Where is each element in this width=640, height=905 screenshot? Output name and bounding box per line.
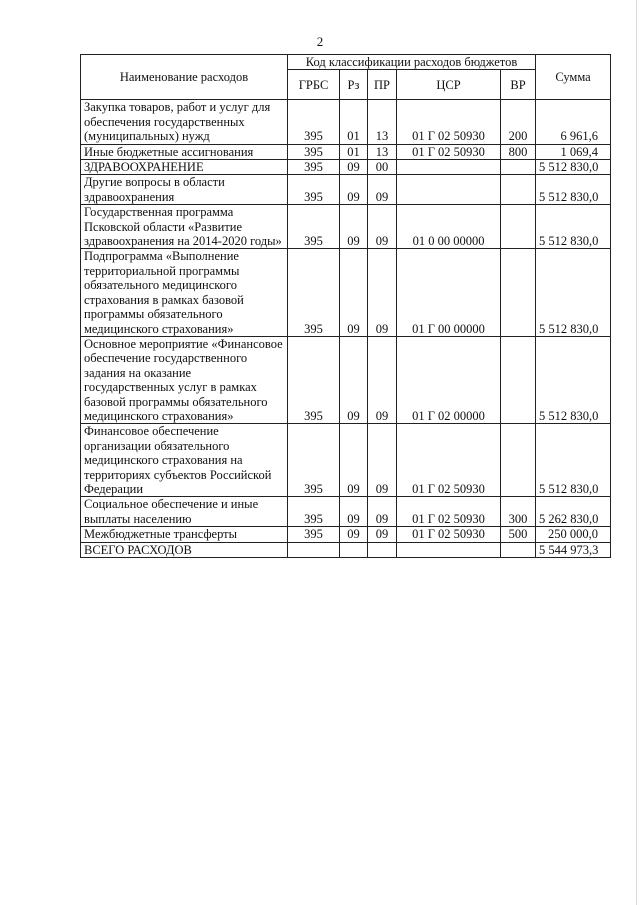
row-name: Государственная программа Псковской области «Развитие здравоохранения на 2014-2020 годы»	[81, 205, 288, 249]
row-sum: 6 961,6	[536, 100, 611, 144]
total-sum: 5 544 973,3	[536, 542, 611, 557]
row-vr: 300	[501, 497, 536, 527]
row-name: Основное мероприятие «Финансовое обеспечение государственного задания на оказание государственных услуг в рамках базовой программы обязательного медицинского страхования»	[81, 336, 288, 423]
row-csr: 01 Г 02 50930	[397, 424, 501, 497]
row-rz: 01	[340, 144, 368, 159]
row-vr	[501, 175, 536, 205]
row-grbs: 395	[288, 100, 340, 144]
row-grbs: 395	[288, 497, 340, 527]
header-name: Наименование расходов	[81, 55, 288, 100]
row-vr: 800	[501, 144, 536, 159]
table-row	[81, 144, 611, 159]
row-sum: 5 512 830,0	[536, 160, 611, 175]
row-csr: 01 Г 00 00000	[397, 249, 501, 336]
total-empty-cell	[288, 542, 340, 557]
row-name: ЗДРАВООХРАНЕНИЕ	[81, 160, 288, 175]
row-pr: 09	[368, 527, 397, 542]
row-rz: 09	[340, 160, 368, 175]
row-vr: 200	[501, 100, 536, 144]
row-rz: 09	[340, 175, 368, 205]
row-rz: 09	[340, 497, 368, 527]
row-csr	[397, 160, 501, 175]
row-csr: 01 0 00 00000	[397, 205, 501, 249]
row-grbs: 395	[288, 144, 340, 159]
row-sum: 1 069,4	[536, 144, 611, 159]
row-grbs: 395	[288, 249, 340, 336]
row-csr: 01 Г 02 50930	[397, 100, 501, 144]
total-empty-cell	[340, 542, 368, 557]
total-row	[81, 542, 611, 557]
row-name: Иные бюджетные ассигнования	[81, 144, 288, 159]
row-pr: 09	[368, 336, 397, 423]
row-rz: 01	[340, 100, 368, 144]
table-row	[81, 205, 611, 249]
row-vr	[501, 205, 536, 249]
row-rz: 09	[340, 527, 368, 542]
row-pr: 09	[368, 249, 397, 336]
row-vr	[501, 249, 536, 336]
row-sum: 250 000,0	[536, 527, 611, 542]
row-sum: 5 512 830,0	[536, 205, 611, 249]
table-row	[81, 527, 611, 542]
row-vr: 500	[501, 527, 536, 542]
row-name: Социальное обеспечение и иные выплаты населению	[81, 497, 288, 527]
row-vr	[501, 424, 536, 497]
row-sum: 5 512 830,0	[536, 249, 611, 336]
table-row	[81, 424, 611, 497]
expenses-table	[80, 54, 611, 558]
row-rz: 09	[340, 249, 368, 336]
row-pr: 09	[368, 497, 397, 527]
row-name: Подпрограмма «Выполнение территориальной программы обязательного медицинского страхования в рамках базовой программы обязательного медицинского страхования»	[81, 249, 288, 336]
row-sum: 5 262 830,0	[536, 497, 611, 527]
row-pr: 09	[368, 424, 397, 497]
total-empty-cell	[368, 542, 397, 557]
table-row	[81, 160, 611, 175]
total-label: ВСЕГО РАСХОДОВ	[81, 542, 288, 557]
header-csr: ЦСР	[397, 70, 501, 100]
row-csr: 01 Г 02 00000	[397, 336, 501, 423]
row-csr: 01 Г 02 50930	[397, 527, 501, 542]
row-vr	[501, 160, 536, 175]
total-empty-cell	[397, 542, 501, 557]
row-vr	[501, 336, 536, 423]
row-csr: 01 Г 02 50930	[397, 144, 501, 159]
page-edge-line	[636, 0, 637, 905]
row-name: Другие вопросы в области здравоохранения	[81, 175, 288, 205]
row-grbs: 395	[288, 336, 340, 423]
header-code-group: Код классификации расходов бюджетов	[288, 55, 536, 70]
row-grbs: 395	[288, 175, 340, 205]
table-row	[81, 497, 611, 527]
row-name: Закупка товаров, работ и услуг для обеспечения государственных (муниципальных) нужд	[81, 100, 288, 144]
row-grbs: 395	[288, 527, 340, 542]
row-name: Межбюджетные трансферты	[81, 527, 288, 542]
row-name: Финансовое обеспечение организации обязательного медицинского страхования на территориях субъектов Российской Федерации	[81, 424, 288, 497]
table-row	[81, 249, 611, 336]
row-rz: 09	[340, 336, 368, 423]
row-pr: 09	[368, 205, 397, 249]
table-row	[81, 175, 611, 205]
row-sum: 5 512 830,0	[536, 336, 611, 423]
row-pr: 13	[368, 100, 397, 144]
header-pr: ПР	[368, 70, 397, 100]
row-grbs: 395	[288, 160, 340, 175]
row-sum: 5 512 830,0	[536, 424, 611, 497]
header-grbs: ГРБС	[288, 70, 340, 100]
total-empty-cell	[501, 542, 536, 557]
header-rz: Рз	[340, 70, 368, 100]
row-csr: 01 Г 02 50930	[397, 497, 501, 527]
table-row	[81, 100, 611, 144]
row-rz: 09	[340, 205, 368, 249]
page-number: 2	[316, 34, 324, 49]
row-grbs: 395	[288, 424, 340, 497]
row-pr: 13	[368, 144, 397, 159]
row-sum: 5 512 830,0	[536, 175, 611, 205]
row-pr: 09	[368, 175, 397, 205]
header-vr: ВР	[501, 70, 536, 100]
row-pr: 00	[368, 160, 397, 175]
row-rz: 09	[340, 424, 368, 497]
row-grbs: 395	[288, 205, 340, 249]
table-row	[81, 336, 611, 423]
row-csr	[397, 175, 501, 205]
header-sum: Сумма	[536, 55, 611, 100]
